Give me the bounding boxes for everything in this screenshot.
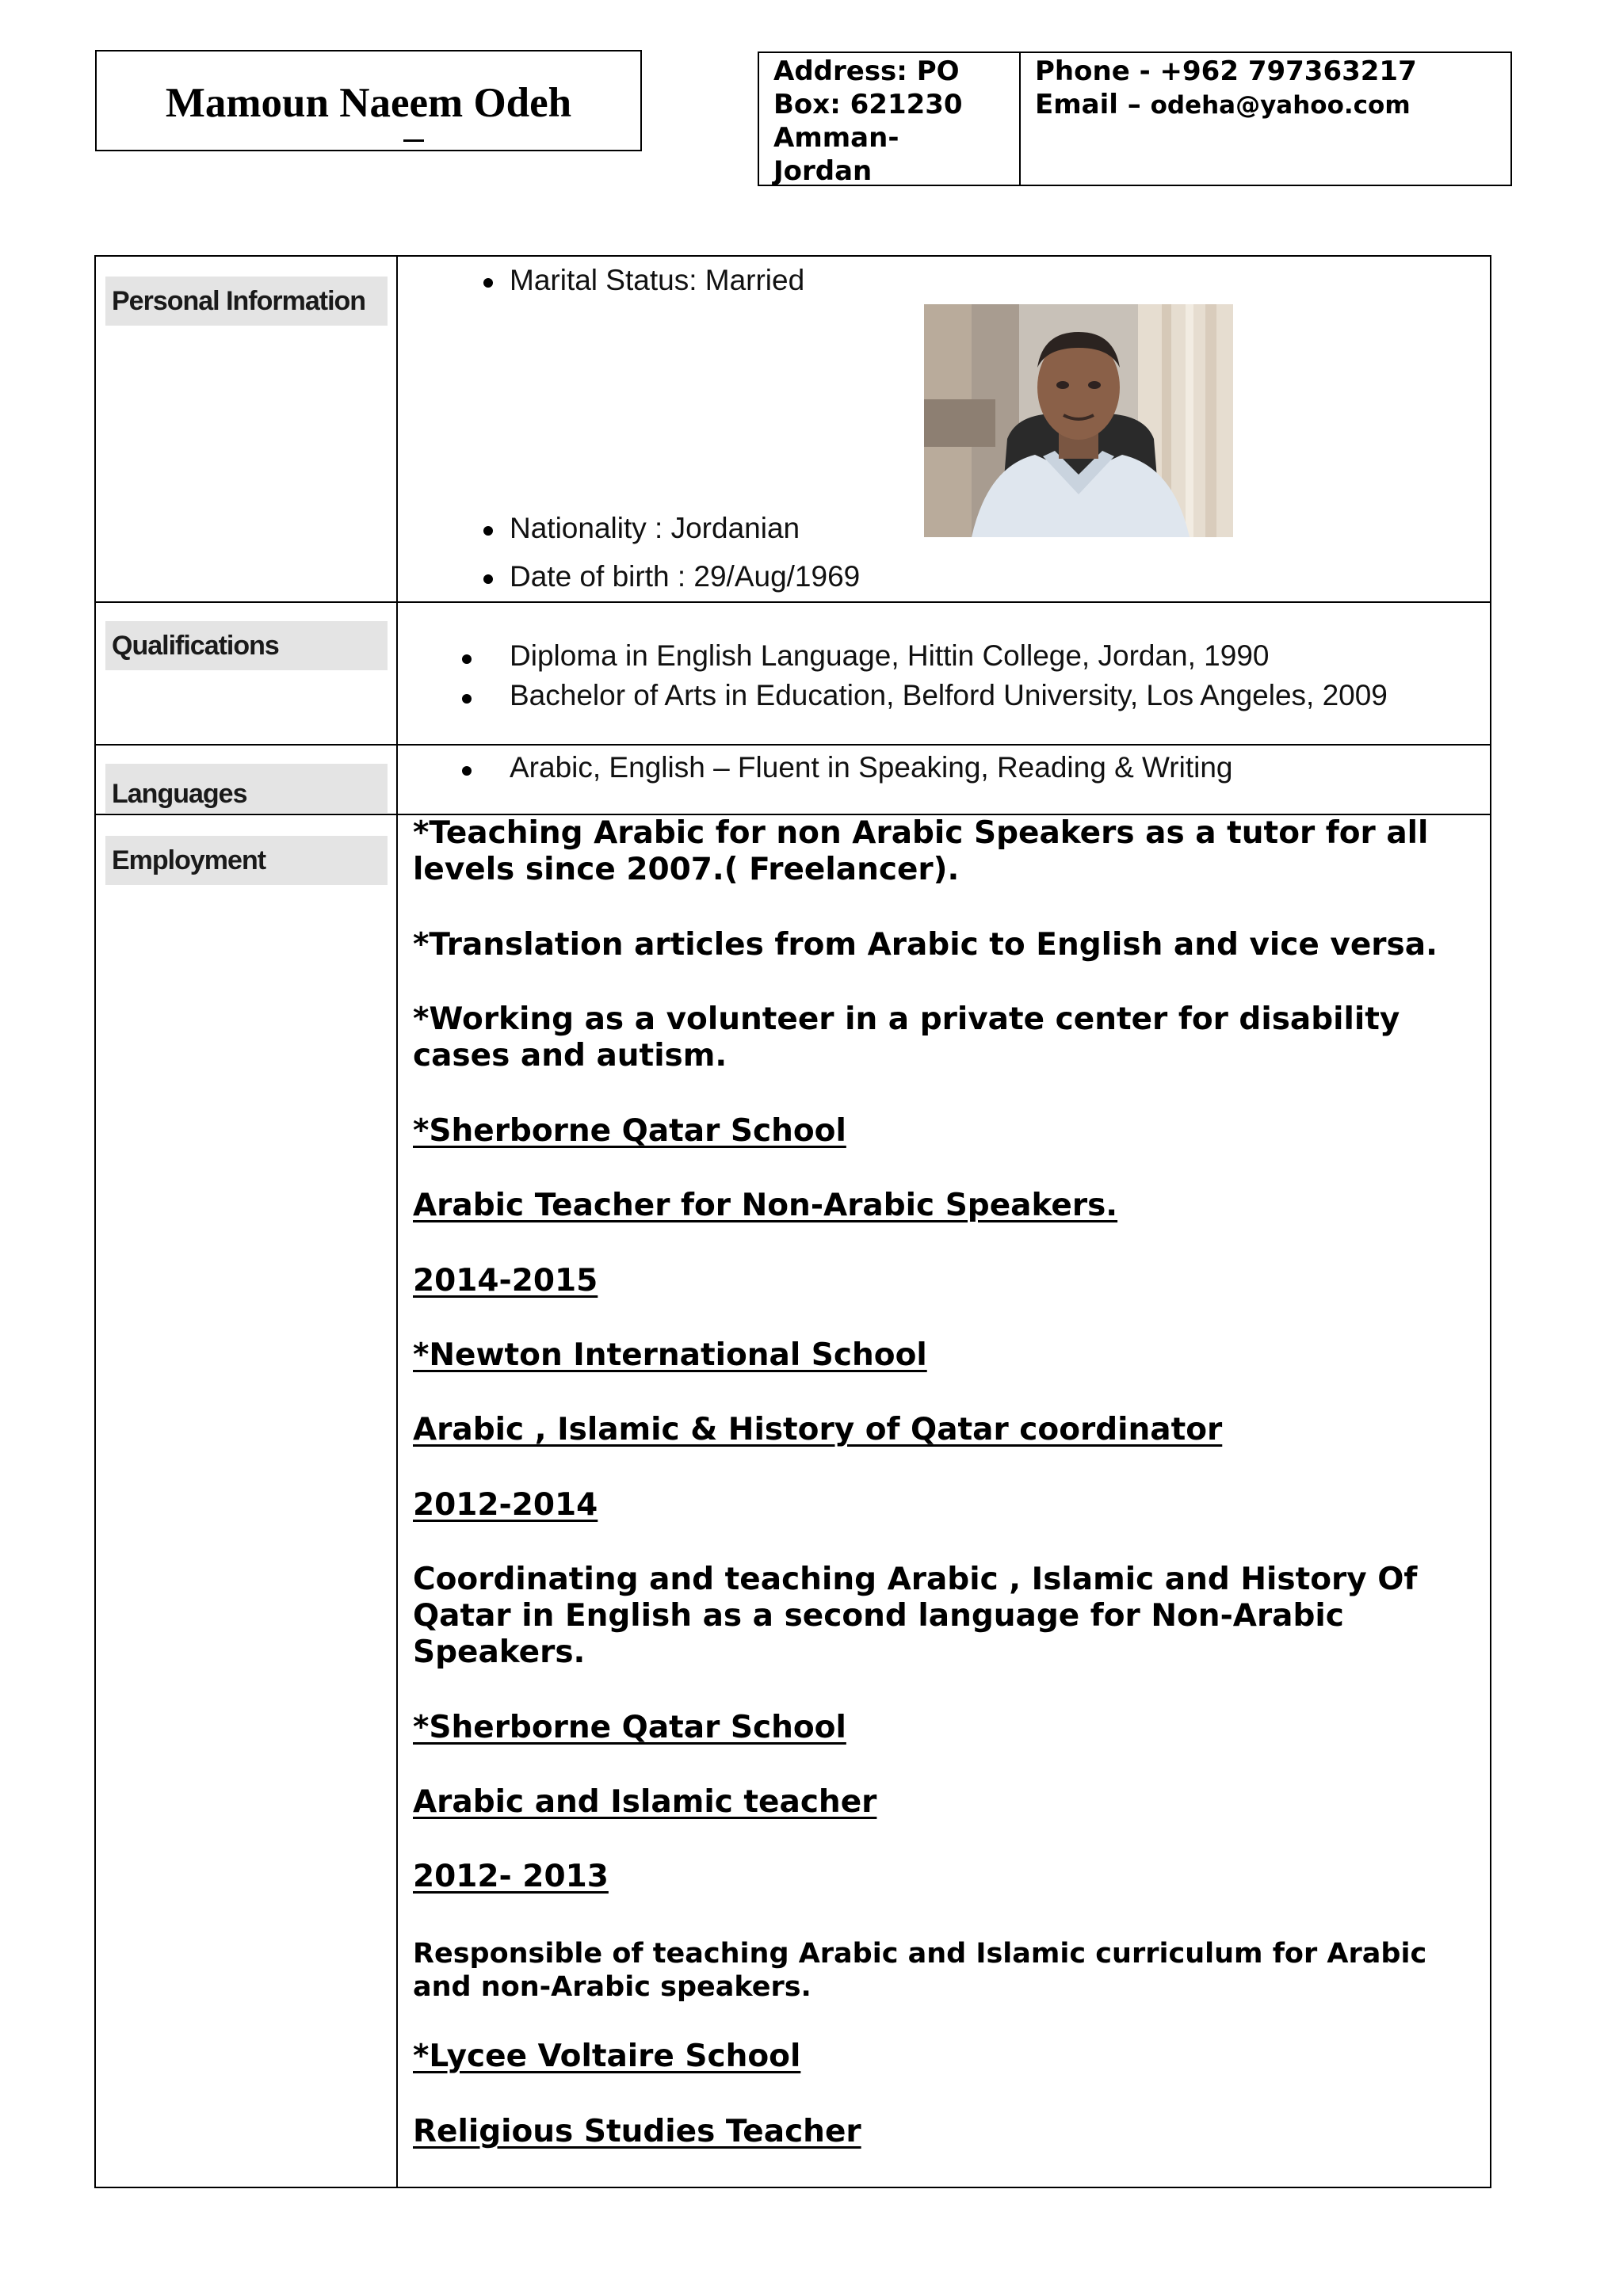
email-line bbox=[1035, 88, 1501, 122]
employment-employer: *Sherborne Qatar School bbox=[413, 1710, 846, 1745]
employment-description: Coordinating and teaching Arabic , Islamic and History Of Qatar in English as a second language for Non-Arabic Speakers. bbox=[413, 1562, 1418, 1670]
nationality: Nationality : Jordanian bbox=[510, 512, 800, 544]
section-label-personal: Personal Information bbox=[105, 277, 388, 326]
address-line: Jordan bbox=[773, 155, 873, 187]
name-underline-mark bbox=[403, 139, 424, 142]
qualification-item: Bachelor of Arts in Education, Belford University, Los Angeles, 2009 bbox=[510, 679, 1388, 711]
email-label: Email – bbox=[1035, 89, 1151, 120]
row-divider bbox=[96, 601, 1490, 603]
row-divider bbox=[96, 744, 1490, 746]
column-divider bbox=[396, 257, 398, 2187]
section-label-languages: Languages bbox=[105, 764, 388, 813]
language-item: Arabic, English – Fluent in Speaking, Reading & Writing bbox=[510, 751, 1233, 784]
bullet bbox=[462, 694, 472, 704]
profile-photo bbox=[924, 304, 1233, 537]
section-label-qualifications: Qualifications bbox=[105, 621, 388, 670]
bullet bbox=[462, 766, 472, 776]
qualification-item: Diploma in English Language, Hittin College, Jordan, 1990 bbox=[510, 639, 1270, 672]
address-line: Amman- bbox=[773, 122, 899, 154]
date-of-birth: Date of birth : 29/Aug/1969 bbox=[510, 560, 861, 593]
employment-employer: *Sherborne Qatar School bbox=[413, 1113, 846, 1149]
employment-role: Arabic , Islamic & History of Qatar coordinator bbox=[413, 1412, 1223, 1447]
employment-description: Responsible of teaching Arabic and Islamic curriculum for Arabic and non-Arabic speakers. bbox=[413, 1938, 1427, 2003]
bullet bbox=[462, 654, 472, 664]
address-line: Box: 621230 bbox=[773, 89, 963, 120]
employment-employer: *Newton International School bbox=[413, 1337, 927, 1373]
address-cell bbox=[759, 53, 1021, 185]
marital-status: Marital Status: Married bbox=[510, 264, 805, 296]
employment-role: Arabic and Islamic teacher bbox=[413, 1784, 877, 1820]
bullet bbox=[483, 574, 493, 584]
employment-employer: *Lycee Voltaire School bbox=[413, 2039, 801, 2074]
employment-years: 2012-2014 bbox=[413, 1487, 598, 1523]
employment-role: Religious Studies Teacher bbox=[413, 2114, 861, 2149]
phone-line: Phone - +962 797363217 bbox=[1035, 55, 1417, 87]
contact-table bbox=[758, 51, 1512, 186]
employment-entry: *Translation articles from Arabic to English and vice versa. bbox=[413, 927, 1438, 963]
name-box bbox=[95, 50, 642, 151]
candidate-name: Mamoun Naeem Odeh bbox=[165, 80, 572, 126]
bullet bbox=[483, 526, 493, 536]
address-line: Address: PO bbox=[773, 55, 960, 87]
phone-email-cell bbox=[1021, 53, 1510, 185]
employment-years: 2012- 2013 bbox=[413, 1859, 609, 1894]
bullet bbox=[483, 278, 493, 288]
cv-table bbox=[94, 255, 1491, 2188]
section-label-employment: Employment bbox=[105, 836, 388, 885]
email-link[interactable]: odeha@yahoo.com bbox=[1150, 91, 1411, 120]
employment-years: 2014-2015 bbox=[413, 1263, 598, 1299]
employment-entry: *Teaching Arabic for non Arabic Speakers as a tutor for all levels since 2007.( Freelancer). bbox=[413, 815, 1429, 887]
employment-entry: *Working as a volunteer in a private center for disability cases and autism. bbox=[413, 1001, 1400, 1074]
employment-role: Arabic Teacher for Non-Arabic Speakers. bbox=[413, 1188, 1118, 1223]
